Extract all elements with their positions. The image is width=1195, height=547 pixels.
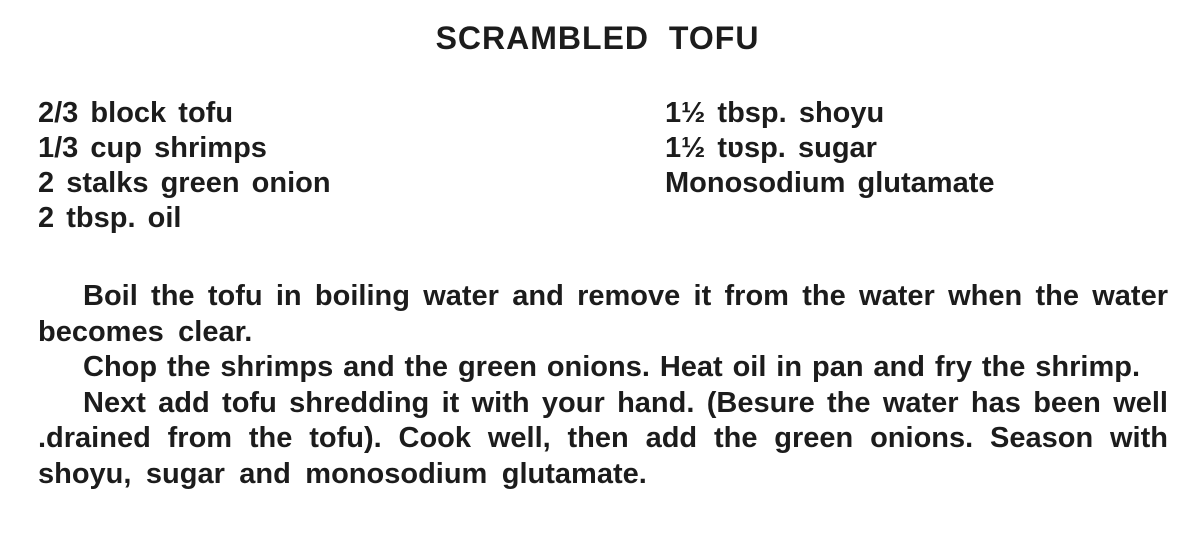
ingredient-item: 1/3 cup shrimps bbox=[38, 132, 267, 164]
ingredient-item: 2 stalks green onion bbox=[38, 167, 331, 199]
instruction-line: Boil the tofu in boiling water and remove it from the water when the water bbox=[83, 280, 1168, 312]
ingredient-item: 1½ tbsp. shoyu bbox=[665, 97, 885, 129]
instruction-line: becomes clear. bbox=[38, 315, 253, 348]
instructions-section bbox=[38, 279, 1168, 492]
ingredient-column-left bbox=[38, 96, 331, 236]
ingredient-item: 1½ tʋsp. sugar bbox=[665, 132, 877, 164]
instruction-line: shoyu, sugar and monosodium glutamate. bbox=[38, 457, 647, 490]
instruction-line: .drained from the tofu). Cook well, then add the green onions. Season with bbox=[38, 422, 1168, 454]
ingredient-column-right bbox=[665, 96, 995, 201]
ingredient-item: Monosodium glutamate bbox=[665, 167, 995, 199]
instruction-line: Next add tofu shredding it with your hand. (Besure the water has been well bbox=[83, 386, 1168, 419]
ingredient-item: 2 tbsp. oil bbox=[38, 202, 182, 234]
instruction-line: Chop the shrimps and the green onions. Heat oil in pan and fry the shrimp. bbox=[83, 351, 1140, 383]
recipe-title: SCRAMBLED TOFU bbox=[435, 20, 760, 56]
ingredient-item: 2/3 block tofu bbox=[38, 97, 234, 129]
